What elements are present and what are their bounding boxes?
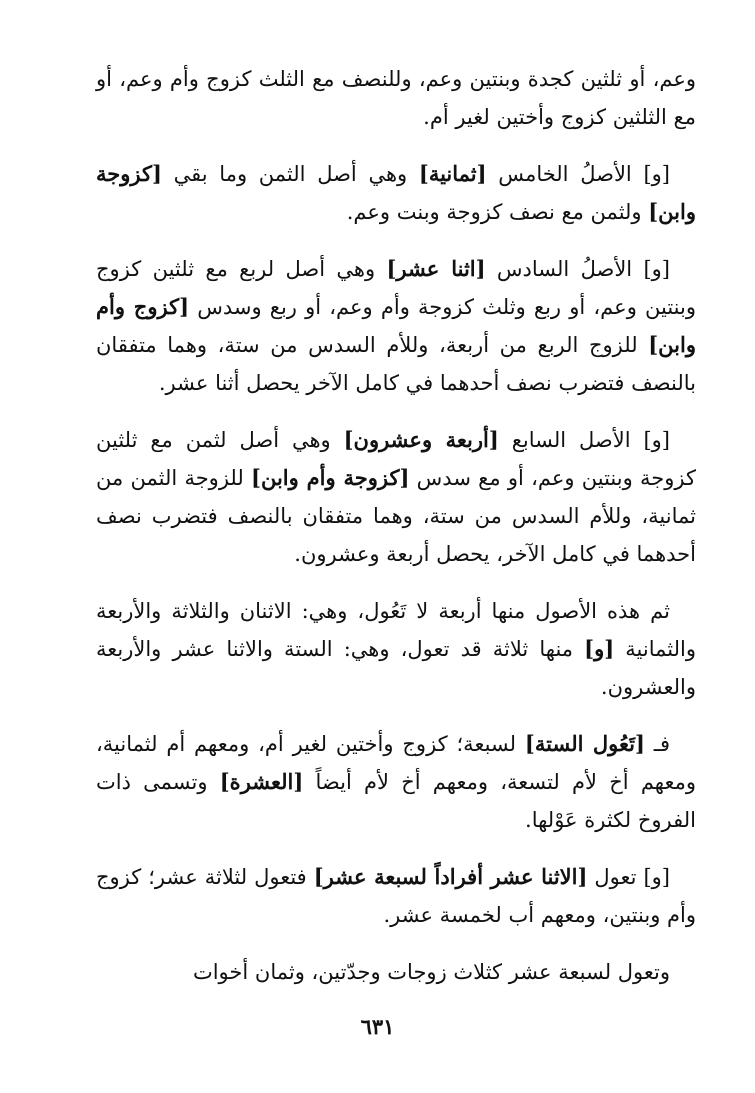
paragraph-6-text-2: لسبعة؛ كزوج وأختين لغير أم، ومعهم أم لثمانية، ومعهم أخ لأم لتسعة، ومعهم أخ لأم أيضاً [96, 732, 697, 794]
paragraph-6 [96, 725, 696, 839]
paragraph-6-text-3: وتسمى ذات الفروخ لكثرة عَوْلها. [96, 770, 696, 832]
document-page [96, 60, 696, 1010]
paragraph-4 [96, 421, 696, 573]
paragraph-3-bold-term-2: [كزوج وأم وابن] [96, 294, 696, 357]
paragraph-3-bold-term-1: [اثنا عشر] [386, 256, 486, 281]
paragraph-2-bold-term-2: [كزوجة وابن] [96, 161, 696, 224]
paragraph-7 [96, 858, 696, 934]
paragraph-3-text-2: وهي أصل لربع مع ثلثين كزوج وبنتين وعم، أو ربع وثلث كزوجة وأم وعم، أو ربع وسدس [96, 257, 696, 319]
paragraph-2-bold-term-1: [ثمانية] [418, 161, 487, 186]
paragraph-6-text-1: فـ [644, 732, 670, 756]
paragraph-8 [96, 953, 696, 991]
paragraph-1 [96, 60, 696, 136]
paragraph-2-text-2: وهي أصل الثمن وما بقي [161, 162, 419, 186]
paragraph-3-text-3: للزوج الربع من أربعة، وللأم السدس من ستة، وهما متفقان بالنصف فتضرب نصف أحدهما في كامل الآخر يحصل أثنا عشر. [96, 333, 696, 395]
paragraph-2-text-1: [و] الأصلُ الخامس [486, 162, 670, 186]
paragraph-3-text-1: [و] الأصلُ السادس [485, 257, 671, 281]
paragraph-4-bold-term-2: [كزوجة وأم وابن] [251, 465, 410, 490]
paragraph-4-text-1: [و] الأصل السابع [498, 428, 670, 452]
page-number: ٦٣١ [360, 1014, 395, 1039]
paragraph-6-bold-term-1: [تَعُول الستة] [524, 731, 645, 756]
paragraph-4-bold-term-1: [أربعة وعشرون] [343, 427, 499, 452]
paragraph-2 [96, 155, 696, 231]
paragraph-4-text-2: وهي أصل لثمن مع ثلثين كزوجة وبنتين وعم، أو مع سدس [96, 428, 696, 490]
paragraph-5-text-2: منها ثلاثة قد تعول، وهي: الستة والاثنا عشر والأربعة والعشرون. [96, 637, 696, 699]
paragraph-2-text-3: ولثمن مع نصف كزوجة وبنت وعم. [346, 200, 649, 224]
paragraph-5-text-1: ثم هذه الأصول منها أربعة لا تَعُول، وهي: الاثنان والثلاثة والأربعة والثمانية [96, 599, 696, 661]
paragraph-7-text-2: فتعول لثلاثة عشر؛ كزوج وأم وبنتين، ومعهم أب لخمسة عشر. [96, 865, 696, 927]
paragraph-1-text: وعم، أو ثلثين كجدة وبنتين وعم، وللنصف مع الثلث كزوج وأم وعم، أو مع الثلثين كزوج وأختين لغير أم. [96, 67, 696, 129]
paragraph-6-bold-term-2: [العشرة] [219, 769, 304, 794]
paragraph-5-bold-term-1: [و] [584, 636, 615, 661]
paragraph-3 [96, 250, 696, 402]
paragraph-5 [96, 592, 696, 706]
paragraph-4-text-3: للزوجة الثمن من ثمانية، وللأم السدس من ستة، وهما متفقان بالنصف فتضرب نصف أحدهما في كامل الآخر، يحصل أربعة وعشرون. [96, 466, 696, 566]
paragraph-8-text: وتعول لسبعة عشر كثلاث زوجات وجدّتين، وثمان أخوات [192, 960, 670, 984]
paragraph-7-bold-term-1: [الاثنا عشر أفراداً لسبعة عشر] [313, 864, 588, 889]
paragraph-7-text-1: [و] تعول [587, 865, 670, 889]
